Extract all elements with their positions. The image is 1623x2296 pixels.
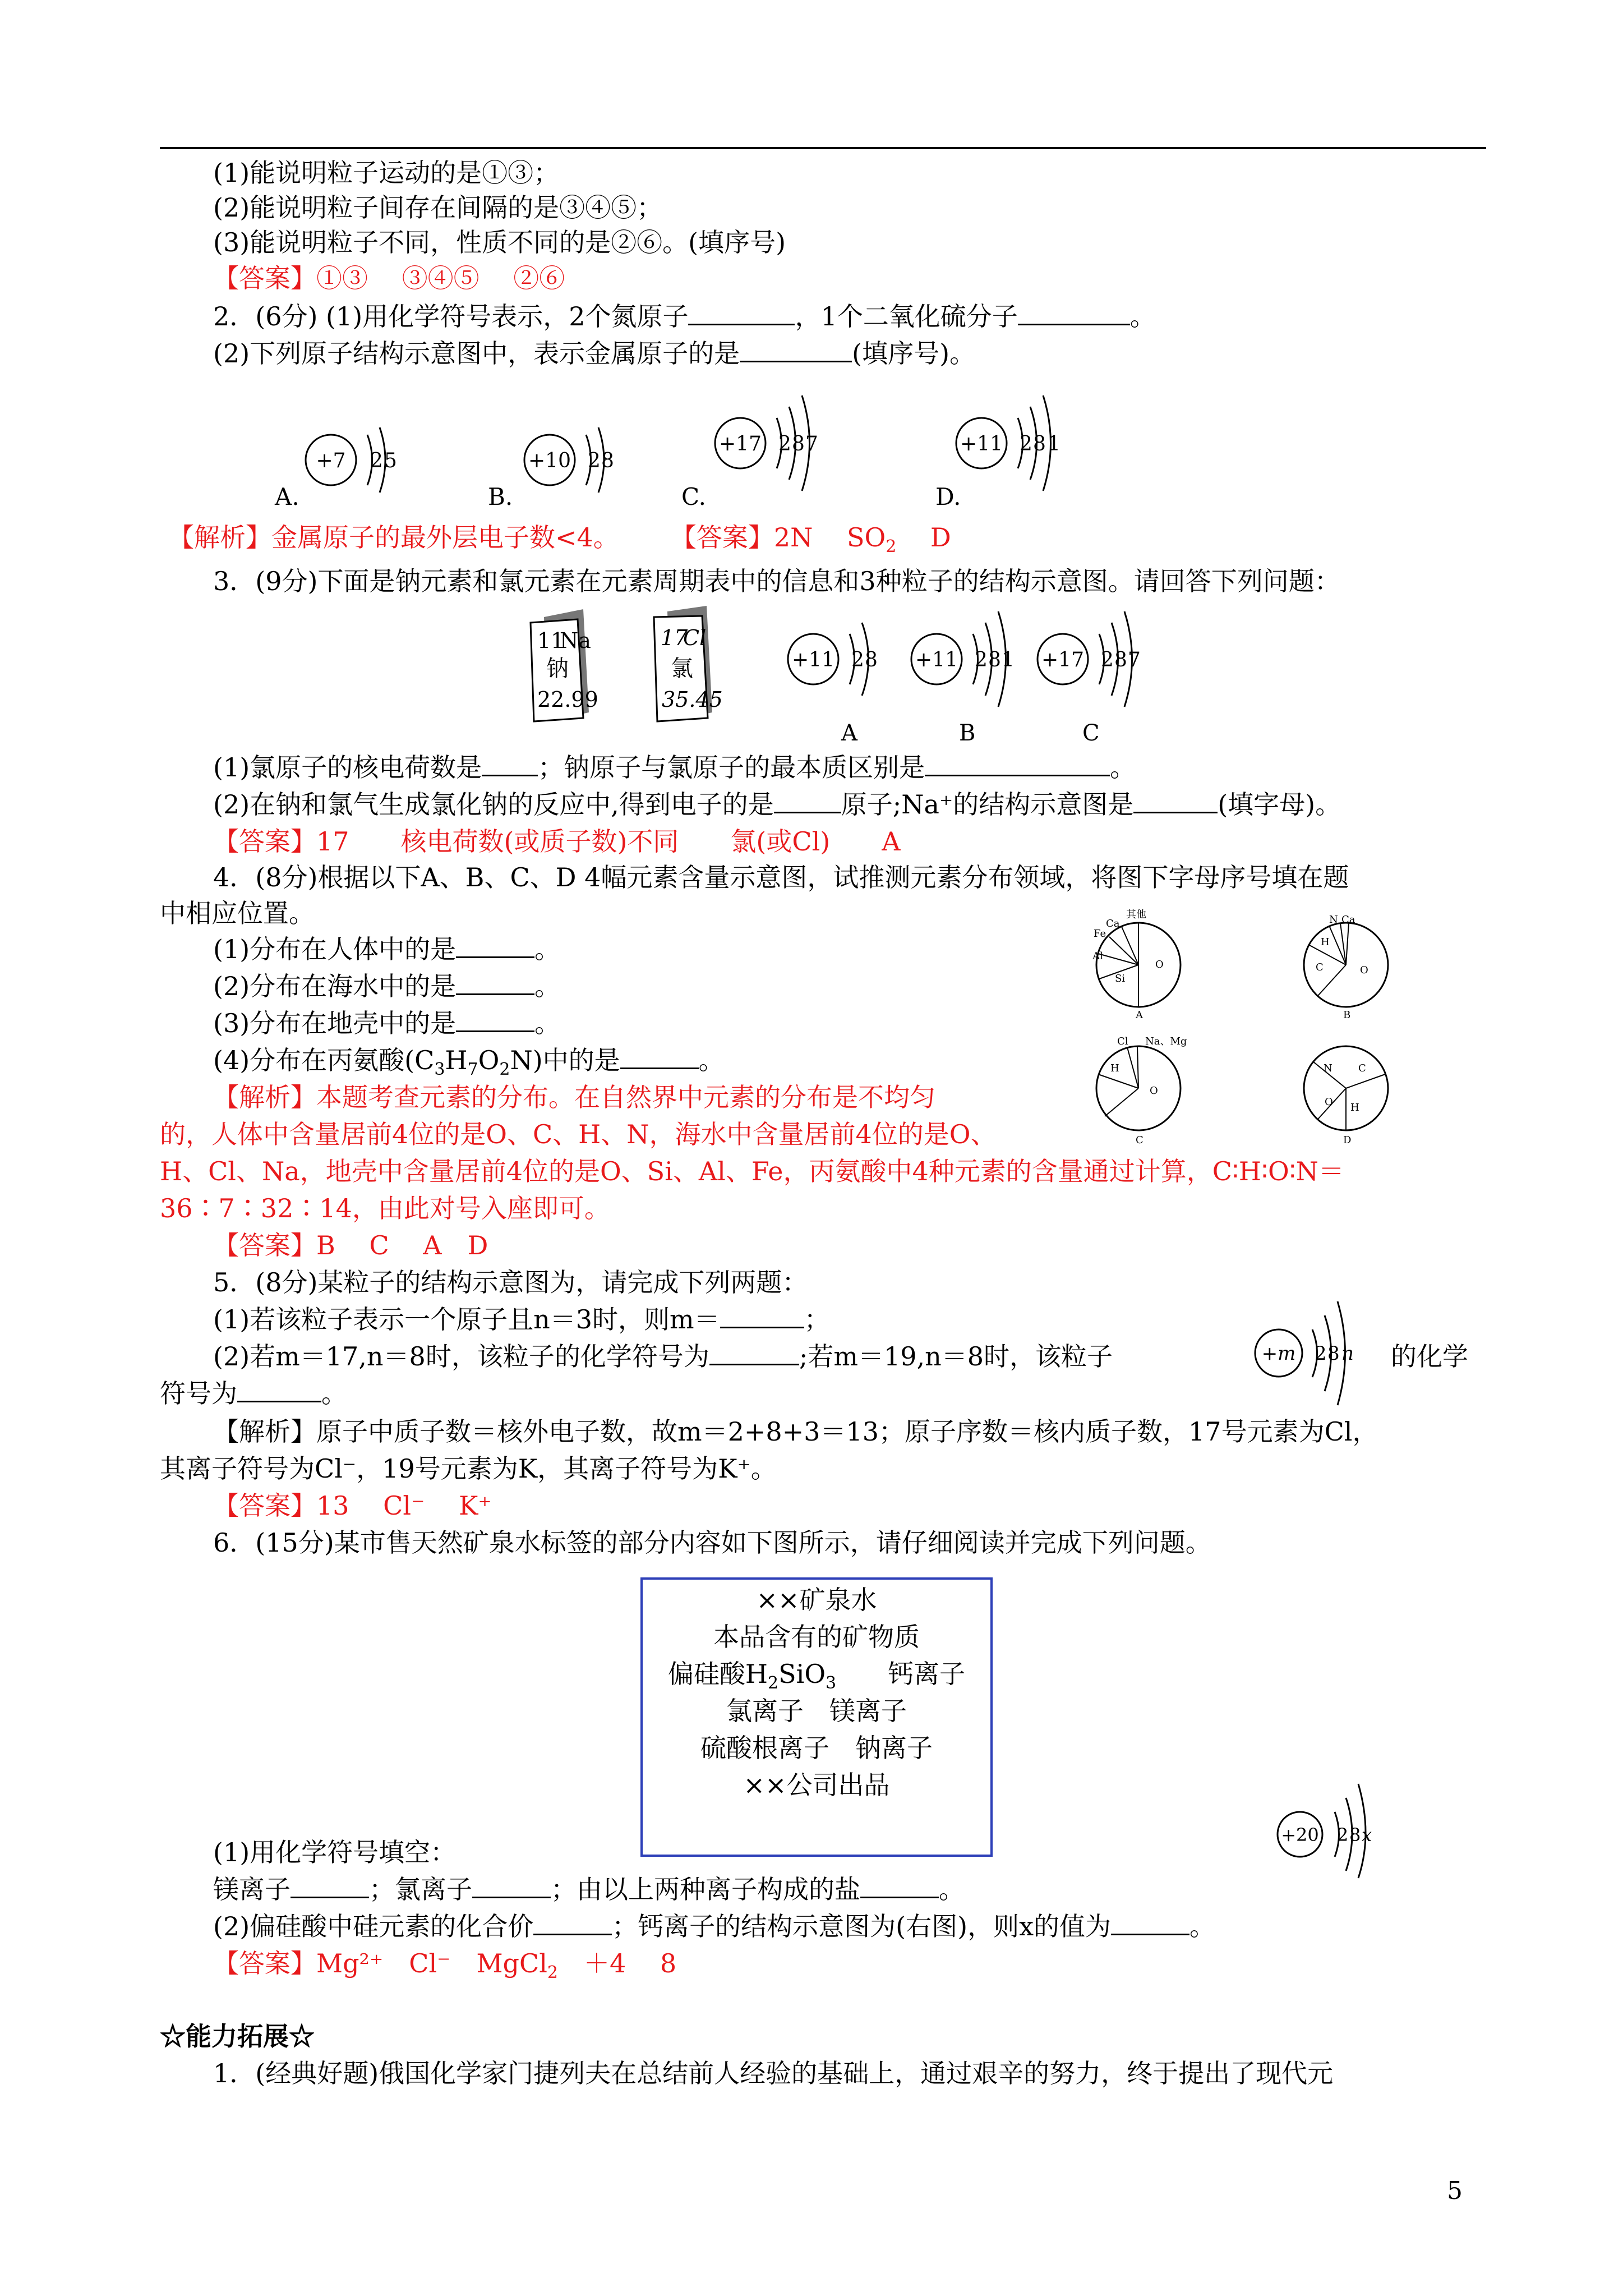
q4-question: 4．(8分)根据以下A、B、C、D 4幅元素含量示意图，试推测元素分布领域，将图下字母序号填在题 — [213, 862, 1349, 892]
svg-text:N: N — [1324, 1062, 1332, 1074]
text: O — [478, 1045, 500, 1075]
q5-sub1 — [213, 1303, 830, 1336]
svg-text:B: B — [1343, 1009, 1351, 1021]
q5-question: 5．(8分)某粒子的结构示意图为，请完成下列两题： — [213, 1267, 808, 1297]
subscript: 3 — [434, 1060, 445, 1080]
q2b-text: (2)下列原子结构示意图中，表示金属原子的是 — [213, 338, 740, 369]
q2-text: 2．(6分) (1)用化学符号表示，2个氮原子 — [213, 301, 689, 332]
q2-answer-tail: D — [896, 522, 951, 553]
text: 。 — [534, 934, 561, 964]
shell-label: 2 — [1020, 432, 1032, 455]
q6-sub1-fill — [213, 1872, 965, 1906]
svg-text:O: O — [1360, 964, 1368, 976]
atom-diagram-c — [1038, 611, 1141, 746]
shell-label: 2 — [370, 449, 383, 472]
text: ；氯离子 — [369, 1874, 472, 1904]
answer-blank[interactable] — [860, 1875, 939, 1898]
q1-answer: 【答案】①③ ③④⑤ ②⑥ — [213, 263, 565, 293]
subscript: 2 — [768, 1673, 779, 1694]
answer-blank[interactable] — [472, 1875, 551, 1898]
q4-sub2 — [213, 969, 560, 1003]
diagram-label: A — [841, 720, 857, 746]
svg-text:H: H — [1110, 1062, 1119, 1074]
q3-diagrams — [527, 606, 1178, 746]
text: ； — [804, 1304, 830, 1335]
label-title: ××矿泉水 — [756, 1585, 877, 1615]
svg-text:N: N — [1329, 914, 1338, 926]
svg-text:其他: 其他 — [1126, 909, 1146, 921]
q4-pie-diagrams — [1082, 903, 1430, 1150]
q3-question: 3．(9分)下面是钠元素和氯元素在元素周期表中的信息和3种粒子的结构示意图。请回答下列问题： — [213, 566, 1340, 596]
q3-answer: 【答案】17 核电荷数(或质子数)不同 氯(或Cl) A — [213, 826, 901, 857]
header-rule — [160, 147, 1486, 149]
option-label: C. — [681, 483, 706, 510]
answer-blank[interactable] — [1111, 1912, 1189, 1935]
nucleus-label: +m — [1261, 1342, 1296, 1365]
answer-blank[interactable] — [620, 1046, 699, 1069]
element-name: 氯 — [671, 656, 693, 682]
text: 。 — [321, 1378, 347, 1409]
shell-label: 1 — [1048, 432, 1061, 455]
label-line: 硫酸根离子 钠离子 — [700, 1733, 933, 1763]
text: ＋4 8 — [558, 1948, 677, 1978]
option-label: B. — [488, 483, 513, 510]
option-label: A. — [275, 483, 299, 510]
svg-text:2: 2 — [975, 648, 988, 671]
q3-sub1 — [213, 751, 1136, 784]
text: 原子;Na⁺的结构示意图是 — [841, 789, 1134, 820]
svg-text:+11: +11 — [792, 648, 834, 671]
q5-atom-diagram — [1245, 1290, 1391, 1414]
answer-blank[interactable] — [533, 1912, 612, 1935]
text: (4)分布在丙氨酸(C — [213, 1045, 435, 1075]
nucleus-label: +11 — [960, 432, 1003, 455]
text: 镁离子 — [213, 1874, 291, 1904]
svg-text:2: 2 — [1337, 1824, 1349, 1846]
answer-blank[interactable] — [709, 1342, 799, 1365]
q6-sub1: (1)用化学符号填空： — [213, 1837, 457, 1867]
q2-question — [213, 300, 1156, 333]
svg-text:D: D — [1343, 1134, 1352, 1146]
q6-sub2 — [213, 1910, 1215, 1943]
svg-text:C: C — [1136, 1134, 1144, 1146]
q6-answer — [213, 1947, 676, 1990]
element-symbol: Na — [560, 628, 591, 653]
answer-blank[interactable] — [774, 790, 841, 813]
svg-text:Si: Si — [1115, 973, 1126, 984]
answer-blank[interactable] — [925, 753, 1110, 776]
svg-text:8: 8 — [1349, 1824, 1361, 1846]
text: ；由以上两种离子构成的盐 — [551, 1874, 860, 1904]
text: (1)若该粒子表示一个原子且n＝3时，则m＝ — [213, 1304, 720, 1335]
q4-explanation-4: 36∶7∶32∶14，由此对号入座即可。 — [160, 1193, 610, 1223]
svg-text:H: H — [1321, 936, 1330, 948]
subscript: 2 — [547, 1963, 559, 1983]
subscript: 7 — [467, 1060, 478, 1080]
svg-text:A: A — [1136, 1009, 1143, 1021]
shell-label: 2 — [588, 449, 601, 472]
text: 。 — [698, 1045, 725, 1075]
answer-blank[interactable] — [291, 1875, 369, 1898]
q5-sub2-tail: 的化学 — [1391, 1341, 1468, 1372]
atom-diagram-c — [681, 395, 818, 510]
text: H — [445, 1045, 468, 1075]
svg-text:1: 1 — [1002, 648, 1015, 671]
svg-text:Na、Mg: Na、Mg — [1145, 1036, 1187, 1047]
page-number: 5 — [1447, 2177, 1463, 2205]
text: (2)偏硅酸中硅元素的化合价 — [213, 1911, 534, 1941]
answer-blank[interactable] — [456, 1009, 534, 1032]
nucleus-label: +7 — [316, 449, 346, 472]
svg-text:8: 8 — [1327, 1342, 1340, 1365]
text: (填字母)。 — [1218, 789, 1341, 820]
element-card-cl — [654, 606, 723, 721]
atomic-mass: 22.99 — [537, 687, 598, 712]
q2b-text-end: (填序号)。 — [852, 338, 976, 369]
atomic-number: 11 — [537, 628, 565, 653]
text: 。 — [939, 1874, 965, 1904]
q5-explanation-1: 【解析】原子中质子数＝核外电子数，故m＝2+8+3＝13；原子序数＝核内质子数，17号元素为Cl， — [213, 1416, 1378, 1447]
diagram-label: C — [1082, 720, 1100, 746]
answer-blank[interactable] — [1133, 790, 1218, 813]
text: (2)在钠和氯气生成氯化钠的反应中,得到电子的是 — [213, 789, 774, 820]
shell-label: 8 — [1033, 432, 1046, 455]
answer-blank[interactable] — [456, 935, 534, 958]
q5-explanation-2: 其离子符号为Cl⁻，19号元素为K，其离子符号为K⁺。 — [160, 1453, 777, 1484]
text: N)中的是 — [510, 1045, 620, 1075]
svg-text:2: 2 — [851, 648, 864, 671]
shell-label: 7 — [805, 432, 818, 455]
text: ；钙离子的结构示意图为(右图)，则x的值为 — [612, 1911, 1112, 1941]
svg-text:C: C — [1316, 961, 1324, 973]
svg-text:n: n — [1341, 1342, 1354, 1365]
option-label: D. — [935, 483, 961, 510]
element-card-na — [531, 609, 598, 721]
subscript: 2 — [886, 537, 897, 557]
q4-answer: 【答案】B C A D — [213, 1230, 488, 1260]
q3-sub2 — [213, 788, 1341, 821]
answer-blank[interactable] — [688, 302, 795, 325]
q2-text-mid: ，1个二氧化硫分子 — [795, 301, 1018, 332]
q2-subquestion — [213, 337, 975, 370]
q4-sub3 — [213, 1006, 560, 1040]
atomic-number: 17 — [661, 625, 688, 650]
text: ;若m＝19,n＝8时，该粒子 — [799, 1341, 1113, 1372]
text: 。 — [534, 971, 561, 1001]
q4-explanation-2: 的，人体中含量居前4位的是O、C、H、N，海水中含量居前4位的是O、 — [160, 1119, 997, 1149]
atom-diagram-b — [488, 427, 614, 510]
q4-sub1 — [213, 932, 560, 966]
mineral-water-label — [640, 1577, 993, 1857]
extension-question-1: 1．(经典好题)俄国化学家门捷列夫在总结前人经验的基础上，通过艰辛的努力，终于提出了现代元 — [213, 2058, 1334, 2088]
pie-a — [1092, 909, 1181, 1021]
svg-text:8: 8 — [988, 648, 1001, 671]
shell-label: 8 — [792, 432, 805, 455]
q2-analysis: 【解析】金属原子的最外层电子数<4。 — [168, 522, 606, 553]
svg-text:C: C — [1358, 1062, 1366, 1074]
q2-answer-text: 【答案】2N SO — [683, 522, 886, 553]
svg-text:O: O — [1150, 1085, 1158, 1097]
answer-blank[interactable] — [720, 1305, 804, 1328]
answer-blank[interactable] — [237, 1379, 321, 1402]
svg-text:2: 2 — [1315, 1342, 1327, 1365]
answer-blank[interactable] — [456, 972, 534, 995]
svg-text:O: O — [1325, 1096, 1333, 1108]
atomic-mass: 35.45 — [662, 687, 723, 712]
answer-blank[interactable] — [1018, 302, 1130, 325]
text: (2)若m＝17,n＝8时，该粒子的化学符号为 — [213, 1341, 709, 1372]
text: (1)分布在人体中的是 — [213, 934, 457, 964]
svg-text:8: 8 — [865, 648, 878, 671]
nucleus-label: +10 — [528, 449, 571, 472]
answer-blank[interactable] — [740, 339, 852, 362]
svg-text:2: 2 — [1101, 648, 1114, 671]
q4-explanation-3: H、Cl、Na，地壳中含量居前4位的是O、Si、Al、Fe，丙氨酸中4种元素的含量通过计算，C∶H∶O∶N＝ — [160, 1156, 1344, 1186]
text: 符号为 — [160, 1378, 237, 1409]
label-line: 氯离子 镁离子 — [726, 1696, 907, 1726]
subscript: 3 — [826, 1673, 837, 1694]
answer-blank[interactable] — [482, 753, 538, 776]
shell-label: 2 — [778, 432, 791, 455]
svg-text:+11: +11 — [915, 648, 958, 671]
nucleus-label: +17 — [719, 432, 762, 455]
svg-text:8: 8 — [1114, 648, 1127, 671]
svg-text:Al: Al — [1092, 950, 1103, 962]
element-name: 钠 — [546, 656, 569, 682]
atom-diagram-a — [788, 623, 878, 746]
q4-question-cont: 中相应位置。 — [160, 898, 315, 928]
text: (2)分布在海水中的是 — [213, 971, 457, 1001]
shell-label: 8 — [601, 449, 614, 472]
svg-text:+17: +17 — [1041, 648, 1084, 671]
text: 偏硅酸H — [667, 1659, 768, 1689]
q5-sub2-cont — [160, 1377, 347, 1410]
atom-diagram-d — [935, 395, 1061, 510]
svg-text:Ca: Ca — [1341, 914, 1355, 926]
q2-text-end: 。 — [1129, 301, 1156, 332]
text: (3)分布在地壳中的是 — [213, 1008, 457, 1038]
svg-text:Ca: Ca — [1106, 918, 1120, 930]
diagram-label: B — [959, 720, 976, 746]
pie-d — [1304, 1046, 1388, 1146]
q5-answer: 【答案】13 Cl⁻ K⁺ — [213, 1490, 492, 1521]
q2-answer — [168, 521, 951, 564]
svg-text:x: x — [1362, 1824, 1372, 1846]
nucleus-label: +20 — [1281, 1824, 1319, 1846]
section-heading: ☆能力拓展☆ — [160, 2021, 315, 2051]
subscript: 2 — [499, 1060, 510, 1080]
q1-part3: (3)能说明粒子不同，性质不同的是②⑥。(填序号) — [213, 227, 786, 257]
svg-text:7: 7 — [1128, 648, 1141, 671]
text: 。 — [1110, 752, 1136, 783]
q1-part2: (2)能说明粒子间存在间隔的是③④⑤； — [213, 192, 663, 223]
text: (1)氯原子的核电荷数是 — [213, 752, 482, 783]
svg-text:H: H — [1350, 1102, 1359, 1114]
element-symbol: Cl — [683, 625, 707, 650]
text: ；钠原子与氯原子的最本质区别是 — [538, 752, 925, 783]
text: 【答案】Mg²⁺ Cl⁻ MgCl — [213, 1948, 547, 1978]
q6-atom-diagram — [1267, 1778, 1402, 1879]
q5-sub2 — [213, 1340, 1113, 1373]
text: 。 — [534, 1008, 561, 1038]
q1-part1: (1)能说明粒子运动的是①③； — [213, 158, 560, 188]
text: 钙离子 — [836, 1659, 966, 1689]
atom-diagram-b — [911, 611, 1015, 746]
q4-explanation-1: 【解析】本题考查元素的分布。在自然界中元素的分布是不均匀 — [213, 1082, 935, 1112]
label-line: 本品含有的矿物质 — [713, 1622, 920, 1652]
atom-diagram-a — [274, 427, 397, 510]
svg-text:Cl: Cl — [1117, 1036, 1128, 1047]
label-line: ××公司出品 — [743, 1770, 890, 1800]
q2-atom-diagrams — [247, 387, 1122, 516]
label-line — [643, 1654, 990, 1693]
shell-label: 5 — [384, 449, 397, 472]
svg-text:Fe: Fe — [1094, 928, 1106, 940]
svg-text:O: O — [1155, 959, 1164, 970]
text: 。 — [1189, 1911, 1216, 1941]
pie-b — [1304, 914, 1388, 1021]
text: SiO — [778, 1659, 826, 1689]
q6-question: 6．(15分)某市售天然矿泉水标签的部分内容如下图所示，请仔细阅读并完成下列问题。 — [213, 1527, 1211, 1558]
pie-c — [1096, 1036, 1187, 1146]
